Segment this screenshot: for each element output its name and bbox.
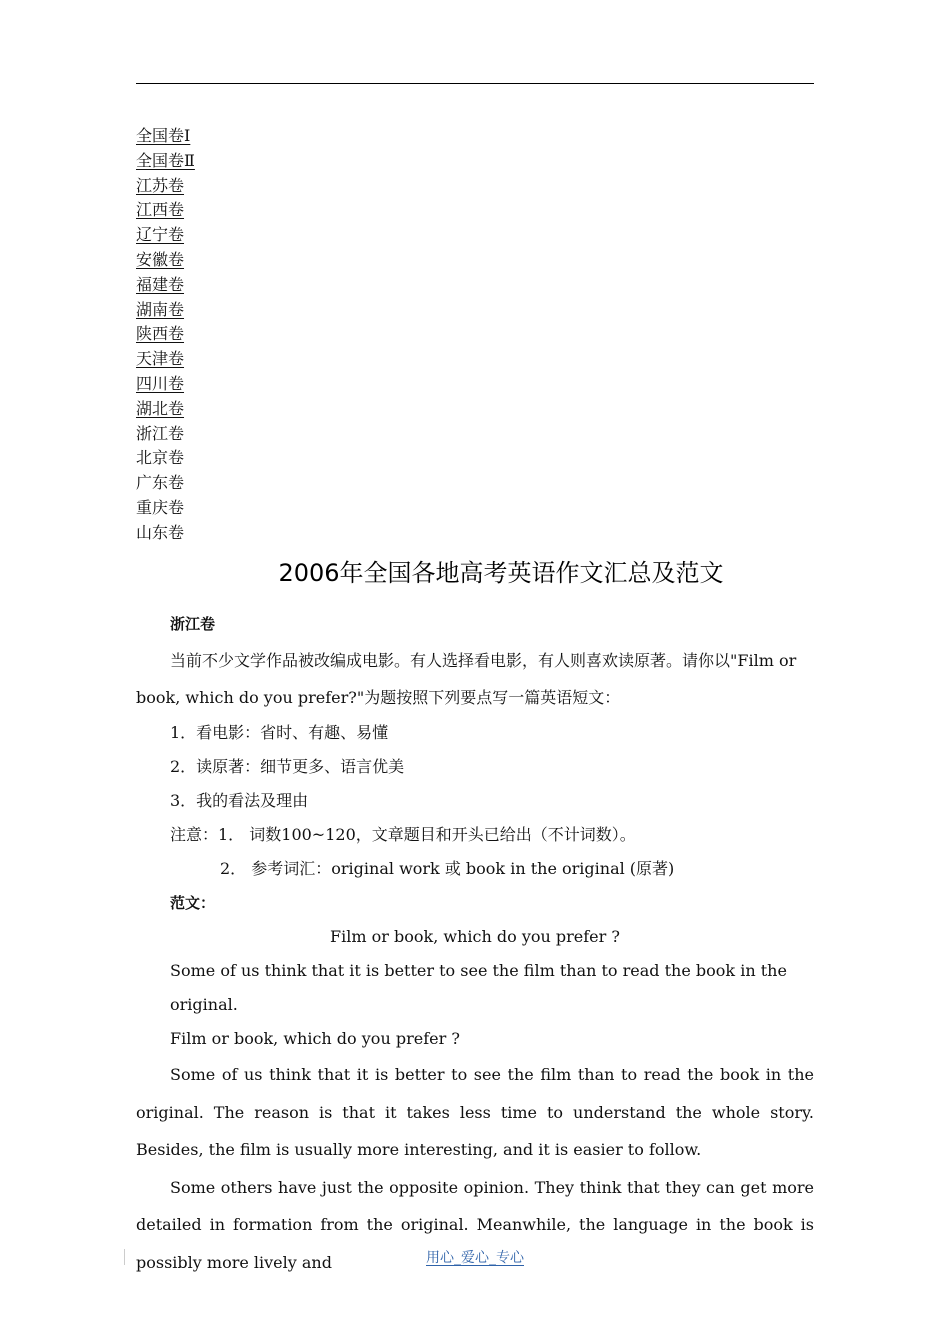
header-rule [136, 83, 814, 84]
sample-label: 范文： [170, 894, 216, 912]
point-item: 2．读原著：细节更多、语言优美 [170, 757, 405, 776]
toc-item[interactable]: 安徽卷 [136, 249, 185, 269]
given-opening: Some of us think that it is better to see the film than to read the book in the original. [170, 961, 787, 1014]
toc-item[interactable]: 江苏卷 [136, 175, 185, 195]
toc-item[interactable]: 福建卷 [136, 274, 185, 294]
note-word-count: 注意：1． 词数100~120，文章题目和开头已给出（不计词数）。 [170, 825, 636, 844]
toc-item[interactable]: 湖南卷 [136, 299, 185, 319]
section-heading: 浙江卷 [170, 615, 216, 633]
toc-item[interactable]: 全国卷Ⅰ [136, 126, 191, 145]
footer-text: 用心_爱心_专心 [426, 1250, 524, 1266]
essay-title: Film or book, which do you prefer ? [330, 927, 620, 946]
toc-item[interactable]: 天津卷 [136, 349, 185, 369]
toc-item[interactable]: 辽宁卷 [136, 225, 185, 245]
essay-title-repeat: Film or book, which do you prefer ? [170, 1029, 460, 1048]
toc-item: 山东卷 [136, 522, 185, 542]
toc-item[interactable]: 湖北卷 [136, 398, 185, 418]
toc-item: 重庆卷 [136, 497, 185, 517]
toc-item: 北京卷 [136, 448, 185, 468]
prompt-text: 当前不少文学作品被改编成电影。有人选择看电影，有人则喜欢读原著。请你以"Film or book, which do you prefer?"为题按照下列要点写一篇英语短文： [136, 651, 797, 707]
toc-item[interactable]: 江西卷 [136, 200, 185, 220]
toc-item[interactable]: 陕西卷 [136, 324, 185, 344]
toc-item: 广东卷 [136, 473, 185, 493]
point-item: 1．看电影：省时、有趣、易懂 [170, 723, 389, 742]
essay-paragraph: Some of us think that it is better to see the film than to read the book in the original. The reason is that it takes less time to understand the whole story. Besides, the film is usually more interesting, and it is easier to follow. [136, 1065, 814, 1159]
toc-item: 浙江卷 [136, 423, 185, 443]
point-item: 3．我的看法及理由 [170, 791, 309, 810]
essay-paragraph: Some others have just the opposite opinion. They think that they can get more detailed in formation from the original. Meanwhile, the language in the book is possibly more lively and [136, 1177, 814, 1272]
toc-item[interactable]: 四川卷 [136, 373, 185, 393]
essay-section [136, 610, 814, 1281]
document-title: 2006年全国各地高考英语作文汇总及范文 [278, 559, 724, 587]
toc-item[interactable]: 全国卷Ⅱ [136, 150, 195, 170]
note-vocabulary: 2． 参考词汇：original work 或 book in the original (原著) [220, 859, 675, 878]
table-of-contents [136, 124, 436, 546]
